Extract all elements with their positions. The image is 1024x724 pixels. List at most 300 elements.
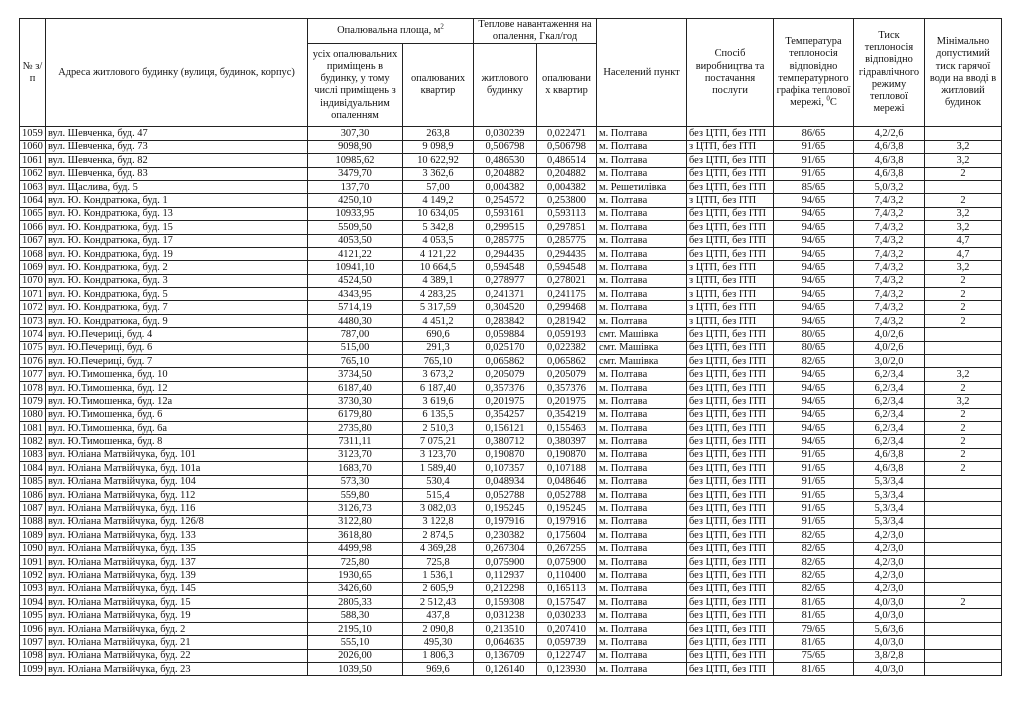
row-load-flats: 0,204882 [537, 167, 597, 180]
header-temperature-text: Температура теплоносія відповідно температурного графіка теплової мережі, [776, 36, 851, 109]
table-row [20, 555, 1002, 568]
row-temperature: 80/65 [774, 341, 854, 354]
table-row [20, 234, 1002, 247]
row-temperature: 91/65 [774, 167, 854, 180]
row-number: 1091 [20, 555, 46, 568]
row-area-flats: 2 510,3 [403, 422, 474, 435]
row-pressure: 4,6/3,8 [854, 448, 925, 461]
row-pressure: 5,3/3,4 [854, 488, 925, 501]
row-min-pressure: 2 [925, 448, 1002, 461]
row-load-flats: 0,486514 [537, 154, 597, 167]
row-min-pressure: 3,2 [925, 261, 1002, 274]
row-address: вул. Ю.Тимошенка, буд. 12а [46, 395, 308, 408]
row-settlement: м. Полтава [597, 636, 687, 649]
row-method: без ЦТП, без ІТП [687, 167, 774, 180]
row-method: без ЦТП, без ІТП [687, 247, 774, 260]
row-area-flats: 3 362,6 [403, 167, 474, 180]
row-min-pressure: 4,7 [925, 234, 1002, 247]
table-row [20, 649, 1002, 662]
row-load-house: 0,380712 [474, 435, 537, 448]
row-number: 1096 [20, 622, 46, 635]
row-temperature: 94/65 [774, 221, 854, 234]
row-load-house: 0,283842 [474, 314, 537, 327]
row-area-all: 3730,30 [308, 395, 403, 408]
row-load-house: 0,594548 [474, 261, 537, 274]
row-method: без ЦТП, без ІТП [687, 368, 774, 381]
row-temperature: 79/65 [774, 622, 854, 635]
row-settlement: м. Полтава [597, 288, 687, 301]
header-area-flats: опалюваних квартир [403, 44, 474, 127]
row-load-house: 0,190870 [474, 448, 537, 461]
header-method: Спосіб виробництва та постачання послуги [687, 19, 774, 127]
row-method: без ЦТП, без ІТП [687, 582, 774, 595]
table-row [20, 140, 1002, 153]
header-temperature [774, 19, 854, 127]
row-temperature: 94/65 [774, 194, 854, 207]
row-pressure: 4,0/2,6 [854, 328, 925, 341]
row-number: 1077 [20, 368, 46, 381]
row-pressure: 3,0/2,0 [854, 355, 925, 368]
row-load-house: 0,294435 [474, 247, 537, 260]
table-body [20, 127, 1002, 676]
row-min-pressure: 3,2 [925, 368, 1002, 381]
row-min-pressure: 2 [925, 274, 1002, 287]
row-min-pressure: 2 [925, 596, 1002, 609]
row-area-all: 787,00 [308, 328, 403, 341]
row-method: з ЦТП, без ІТП [687, 194, 774, 207]
row-address: вул. Шевченка, буд. 73 [46, 140, 308, 153]
row-pressure: 7,4/3,2 [854, 274, 925, 287]
row-load-flats: 0,165113 [537, 582, 597, 595]
row-settlement: смт. Машівка [597, 341, 687, 354]
row-min-pressure: 4,7 [925, 247, 1002, 260]
row-load-flats: 0,207410 [537, 622, 597, 635]
row-area-flats: 2 874,5 [403, 529, 474, 542]
row-method: без ЦТП, без ІТП [687, 609, 774, 622]
row-method: без ЦТП, без ІТП [687, 381, 774, 394]
header-load-house: житлового будинку [474, 44, 537, 127]
row-pressure: 6,2/3,4 [854, 368, 925, 381]
header-settlement: Населений пункт [597, 19, 687, 127]
row-area-flats: 4 451,2 [403, 314, 474, 327]
row-temperature: 82/65 [774, 355, 854, 368]
row-address: вул. Шевченка, буд. 83 [46, 167, 308, 180]
row-load-flats: 0,030233 [537, 609, 597, 622]
row-address: вул. Юліана Матвійчука, буд. 23 [46, 663, 308, 676]
table-row [20, 395, 1002, 408]
table-row [20, 622, 1002, 635]
row-number: 1074 [20, 328, 46, 341]
row-address: вул. Шевченка, буд. 82 [46, 154, 308, 167]
row-area-all: 9098,90 [308, 140, 403, 153]
row-temperature: 81/65 [774, 596, 854, 609]
row-area-all: 3479,70 [308, 167, 403, 180]
row-pressure: 4,0/2,6 [854, 341, 925, 354]
row-load-flats: 0,253800 [537, 194, 597, 207]
row-settlement: м. Полтава [597, 247, 687, 260]
table-row [20, 569, 1002, 582]
row-method: без ЦТП, без ІТП [687, 649, 774, 662]
row-load-house: 0,254572 [474, 194, 537, 207]
row-method: з ЦТП, без ІТП [687, 301, 774, 314]
row-pressure: 5,3/3,4 [854, 515, 925, 528]
row-pressure: 7,4/3,2 [854, 221, 925, 234]
row-area-all: 1683,70 [308, 462, 403, 475]
row-temperature: 91/65 [774, 475, 854, 488]
row-area-flats: 1 589,40 [403, 462, 474, 475]
row-method: без ЦТП, без ІТП [687, 475, 774, 488]
row-pressure: 7,4/3,2 [854, 288, 925, 301]
row-number: 1083 [20, 448, 46, 461]
row-area-flats: 3 123,70 [403, 448, 474, 461]
header-area-group-text: Опалювальна площа, м [337, 25, 441, 37]
row-load-house: 0,230382 [474, 529, 537, 542]
row-method: з ЦТП, без ІТП [687, 314, 774, 327]
row-load-flats: 0,122747 [537, 649, 597, 662]
row-number: 1069 [20, 261, 46, 274]
row-settlement: м. Полтава [597, 395, 687, 408]
row-load-house: 0,159308 [474, 596, 537, 609]
row-number: 1084 [20, 462, 46, 475]
row-load-flats: 0,294435 [537, 247, 597, 260]
row-temperature: 82/65 [774, 542, 854, 555]
row-temperature: 91/65 [774, 502, 854, 515]
row-temperature: 94/65 [774, 368, 854, 381]
row-number: 1092 [20, 569, 46, 582]
row-number: 1075 [20, 341, 46, 354]
row-load-flats: 0,155463 [537, 422, 597, 435]
row-method: без ЦТП, без ІТП [687, 555, 774, 568]
row-area-flats: 2 090,8 [403, 622, 474, 635]
row-area-flats: 969,6 [403, 663, 474, 676]
row-load-house: 0,136709 [474, 649, 537, 662]
row-temperature: 81/65 [774, 636, 854, 649]
row-area-all: 10941,10 [308, 261, 403, 274]
row-settlement: м. Полтава [597, 529, 687, 542]
row-temperature: 82/65 [774, 582, 854, 595]
row-load-house: 0,204882 [474, 167, 537, 180]
row-address: вул. Ю. Кондратюка, буд. 13 [46, 207, 308, 220]
row-pressure: 7,4/3,2 [854, 247, 925, 260]
row-area-flats: 4 149,2 [403, 194, 474, 207]
row-settlement: м. Полтава [597, 301, 687, 314]
row-settlement: м. Полтава [597, 542, 687, 555]
row-area-flats: 263,8 [403, 127, 474, 140]
header-number: № з/п [20, 19, 46, 127]
row-settlement: м. Полтава [597, 569, 687, 582]
row-number: 1067 [20, 234, 46, 247]
row-load-house: 0,107357 [474, 462, 537, 475]
table-row [20, 462, 1002, 475]
row-load-flats: 0,004382 [537, 180, 597, 193]
row-min-pressure: 2 [925, 194, 1002, 207]
row-temperature: 91/65 [774, 154, 854, 167]
row-temperature: 81/65 [774, 663, 854, 676]
row-area-flats: 4 053,5 [403, 234, 474, 247]
row-method: без ЦТП, без ІТП [687, 234, 774, 247]
row-number: 1071 [20, 288, 46, 301]
row-method: без ЦТП, без ІТП [687, 221, 774, 234]
header-area-sup: 2 [440, 22, 444, 31]
table-row [20, 636, 1002, 649]
row-area-all: 10985,62 [308, 154, 403, 167]
row-pressure: 3,8/2,8 [854, 649, 925, 662]
table-row [20, 194, 1002, 207]
row-load-flats: 0,357376 [537, 381, 597, 394]
row-temperature: 94/65 [774, 247, 854, 260]
row-area-all: 4121,22 [308, 247, 403, 260]
row-min-pressure: 3,2 [925, 154, 1002, 167]
row-address: вул. Юліана Матвійчука, буд. 21 [46, 636, 308, 649]
table-row [20, 448, 1002, 461]
row-number: 1086 [20, 488, 46, 501]
row-area-all: 6179,80 [308, 408, 403, 421]
row-settlement: м. Полтава [597, 194, 687, 207]
table-row [20, 596, 1002, 609]
row-settlement: м. Полтава [597, 582, 687, 595]
row-number: 1088 [20, 515, 46, 528]
table-row [20, 207, 1002, 220]
row-address: вул. Ю.Печериці, буд. 7 [46, 355, 308, 368]
row-temperature: 86/65 [774, 127, 854, 140]
row-load-flats: 0,297851 [537, 221, 597, 234]
row-min-pressure [925, 475, 1002, 488]
row-area-flats: 7 075,21 [403, 435, 474, 448]
row-pressure: 4,6/3,8 [854, 167, 925, 180]
row-address: вул. Ю.Тимошенка, буд. 10 [46, 368, 308, 381]
row-area-all: 573,30 [308, 475, 403, 488]
row-temperature: 94/65 [774, 207, 854, 220]
row-load-flats: 0,267255 [537, 542, 597, 555]
row-area-all: 588,30 [308, 609, 403, 622]
row-pressure: 6,2/3,4 [854, 422, 925, 435]
row-pressure: 7,4/3,2 [854, 234, 925, 247]
row-area-flats: 437,8 [403, 609, 474, 622]
row-area-all: 3126,73 [308, 502, 403, 515]
row-area-all: 2195,10 [308, 622, 403, 635]
row-load-house: 0,031238 [474, 609, 537, 622]
row-load-flats: 0,197916 [537, 515, 597, 528]
row-load-house: 0,156121 [474, 422, 537, 435]
row-pressure: 7,4/3,2 [854, 314, 925, 327]
table-row [20, 542, 1002, 555]
row-method: з ЦТП, без ІТП [687, 261, 774, 274]
row-min-pressure [925, 636, 1002, 649]
row-area-all: 3123,70 [308, 448, 403, 461]
row-area-all: 4499,98 [308, 542, 403, 555]
row-min-pressure [925, 488, 1002, 501]
row-address: вул. Ю. Кондратюка, буд. 9 [46, 314, 308, 327]
row-load-flats: 0,201975 [537, 395, 597, 408]
row-address: вул. Ю. Кондратюка, буд. 17 [46, 234, 308, 247]
row-min-pressure: 2 [925, 167, 1002, 180]
row-method: з ЦТП, без ІТП [687, 140, 774, 153]
row-settlement: м. Полтава [597, 381, 687, 394]
row-area-all: 4053,50 [308, 234, 403, 247]
row-pressure: 4,0/3,0 [854, 609, 925, 622]
header-pressure: Тиск теплоносія відповідно гідравлічного режиму теплової мережі [854, 19, 925, 127]
row-temperature: 94/65 [774, 408, 854, 421]
row-number: 1073 [20, 314, 46, 327]
row-load-flats: 0,241175 [537, 288, 597, 301]
row-min-pressure: 3,2 [925, 221, 1002, 234]
row-settlement: м. Полтава [597, 596, 687, 609]
row-method: без ЦТП, без ІТП [687, 328, 774, 341]
row-address: вул. Ю.Тимошенка, буд. 8 [46, 435, 308, 448]
row-number: 1062 [20, 167, 46, 180]
row-area-flats: 4 283,25 [403, 288, 474, 301]
table-row [20, 529, 1002, 542]
row-method: з ЦТП, без ІТП [687, 274, 774, 287]
row-load-house: 0,241371 [474, 288, 537, 301]
row-pressure: 4,2/3,0 [854, 529, 925, 542]
row-min-pressure: 3,2 [925, 207, 1002, 220]
row-min-pressure [925, 328, 1002, 341]
row-method: з ЦТП, без ІТП [687, 288, 774, 301]
header-address [46, 19, 308, 127]
row-temperature: 82/65 [774, 529, 854, 542]
row-load-house: 0,506798 [474, 140, 537, 153]
table-row [20, 314, 1002, 327]
row-pressure: 4,2/3,0 [854, 569, 925, 582]
row-load-flats: 0,506798 [537, 140, 597, 153]
row-min-pressure [925, 649, 1002, 662]
row-area-all: 3734,50 [308, 368, 403, 381]
row-temperature: 94/65 [774, 234, 854, 247]
table-row [20, 167, 1002, 180]
table-row [20, 328, 1002, 341]
table-row [20, 435, 1002, 448]
row-address: вул. Ю. Кондратюка, буд. 1 [46, 194, 308, 207]
row-area-all: 1930,65 [308, 569, 403, 582]
row-area-all: 2026,00 [308, 649, 403, 662]
row-load-flats: 0,594548 [537, 261, 597, 274]
row-address: вул. Ю. Кондратюка, буд. 5 [46, 288, 308, 301]
row-method: без ЦТП, без ІТП [687, 180, 774, 193]
row-area-flats: 690,6 [403, 328, 474, 341]
table-header [20, 19, 1002, 127]
row-pressure: 4,2/3,0 [854, 542, 925, 555]
row-load-house: 0,354257 [474, 408, 537, 421]
table-row [20, 422, 1002, 435]
row-number: 1068 [20, 247, 46, 260]
row-temperature: 91/65 [774, 140, 854, 153]
row-area-flats: 10 622,92 [403, 154, 474, 167]
row-area-all: 3122,80 [308, 515, 403, 528]
row-area-flats: 3 122,8 [403, 515, 474, 528]
row-pressure: 4,2/3,0 [854, 555, 925, 568]
row-load-flats: 0,195245 [537, 502, 597, 515]
row-temperature: 80/65 [774, 328, 854, 341]
row-address: вул. Ю. Кондратюка, буд. 2 [46, 261, 308, 274]
row-address: вул. Юліана Матвійчука, буд. 104 [46, 475, 308, 488]
row-pressure: 4,6/3,8 [854, 462, 925, 475]
row-pressure: 4,6/3,8 [854, 154, 925, 167]
row-pressure: 7,4/3,2 [854, 261, 925, 274]
row-load-house: 0,004382 [474, 180, 537, 193]
row-min-pressure: 2 [925, 435, 1002, 448]
row-load-house: 0,197916 [474, 515, 537, 528]
row-area-all: 10933,95 [308, 207, 403, 220]
row-method: без ЦТП, без ІТП [687, 596, 774, 609]
row-pressure: 5,0/3,2 [854, 180, 925, 193]
table-row [20, 515, 1002, 528]
row-area-flats: 6 135,5 [403, 408, 474, 421]
row-min-pressure: 3,2 [925, 140, 1002, 153]
row-settlement: м. Полтава [597, 422, 687, 435]
row-area-flats: 4 369,28 [403, 542, 474, 555]
row-method: без ЦТП, без ІТП [687, 529, 774, 542]
row-min-pressure: 3,2 [925, 395, 1002, 408]
header-temperature-sup: 0 [826, 94, 830, 103]
row-area-all: 1039,50 [308, 663, 403, 676]
row-address: вул. Юліана Матвійчука, буд. 101а [46, 462, 308, 475]
row-area-flats: 2 512,43 [403, 596, 474, 609]
row-temperature: 82/65 [774, 555, 854, 568]
row-temperature: 94/65 [774, 381, 854, 394]
row-number: 1061 [20, 154, 46, 167]
row-area-flats: 5 317,59 [403, 301, 474, 314]
row-number: 1099 [20, 663, 46, 676]
row-temperature: 94/65 [774, 395, 854, 408]
header-address-text: Адреса житлового будинку (вулиця, будинок, корпус) [58, 66, 295, 78]
row-load-house: 0,285775 [474, 234, 537, 247]
row-pressure: 6,2/3,4 [854, 381, 925, 394]
row-area-flats: 1 536,1 [403, 569, 474, 582]
row-area-all: 555,10 [308, 636, 403, 649]
row-load-flats: 0,157547 [537, 596, 597, 609]
row-temperature: 94/65 [774, 435, 854, 448]
row-load-house: 0,212298 [474, 582, 537, 595]
row-number: 1064 [20, 194, 46, 207]
row-area-flats: 3 619,6 [403, 395, 474, 408]
row-method: без ЦТП, без ІТП [687, 408, 774, 421]
row-load-flats: 0,107188 [537, 462, 597, 475]
row-number: 1063 [20, 180, 46, 193]
row-load-house: 0,064635 [474, 636, 537, 649]
row-load-flats: 0,285775 [537, 234, 597, 247]
table-row [20, 368, 1002, 381]
row-address: вул. Юліана Матвійчука, буд. 135 [46, 542, 308, 555]
row-temperature: 91/65 [774, 448, 854, 461]
row-min-pressure: 2 [925, 301, 1002, 314]
table-row [20, 582, 1002, 595]
row-min-pressure [925, 502, 1002, 515]
row-load-house: 0,030239 [474, 127, 537, 140]
row-pressure: 6,2/3,4 [854, 408, 925, 421]
row-address: вул. Юліана Матвійчука, буд. 133 [46, 529, 308, 542]
row-area-flats: 10 664,5 [403, 261, 474, 274]
row-settlement: м. Полтава [597, 167, 687, 180]
row-min-pressure: 2 [925, 314, 1002, 327]
row-min-pressure [925, 180, 1002, 193]
table-row [20, 381, 1002, 394]
row-number: 1059 [20, 127, 46, 140]
row-load-flats: 0,354219 [537, 408, 597, 421]
header-temperature-unit: C [829, 97, 837, 109]
row-min-pressure [925, 355, 1002, 368]
row-method: без ЦТП, без ІТП [687, 542, 774, 555]
row-temperature: 91/65 [774, 515, 854, 528]
row-settlement: м. Полтава [597, 274, 687, 287]
row-load-flats: 0,048646 [537, 475, 597, 488]
row-settlement: м. Полтава [597, 515, 687, 528]
row-settlement: м. Полтава [597, 448, 687, 461]
row-method: без ЦТП, без ІТП [687, 502, 774, 515]
row-load-house: 0,059884 [474, 328, 537, 341]
row-address: вул. Юліана Матвійчука, буд. 137 [46, 555, 308, 568]
row-min-pressure [925, 555, 1002, 568]
